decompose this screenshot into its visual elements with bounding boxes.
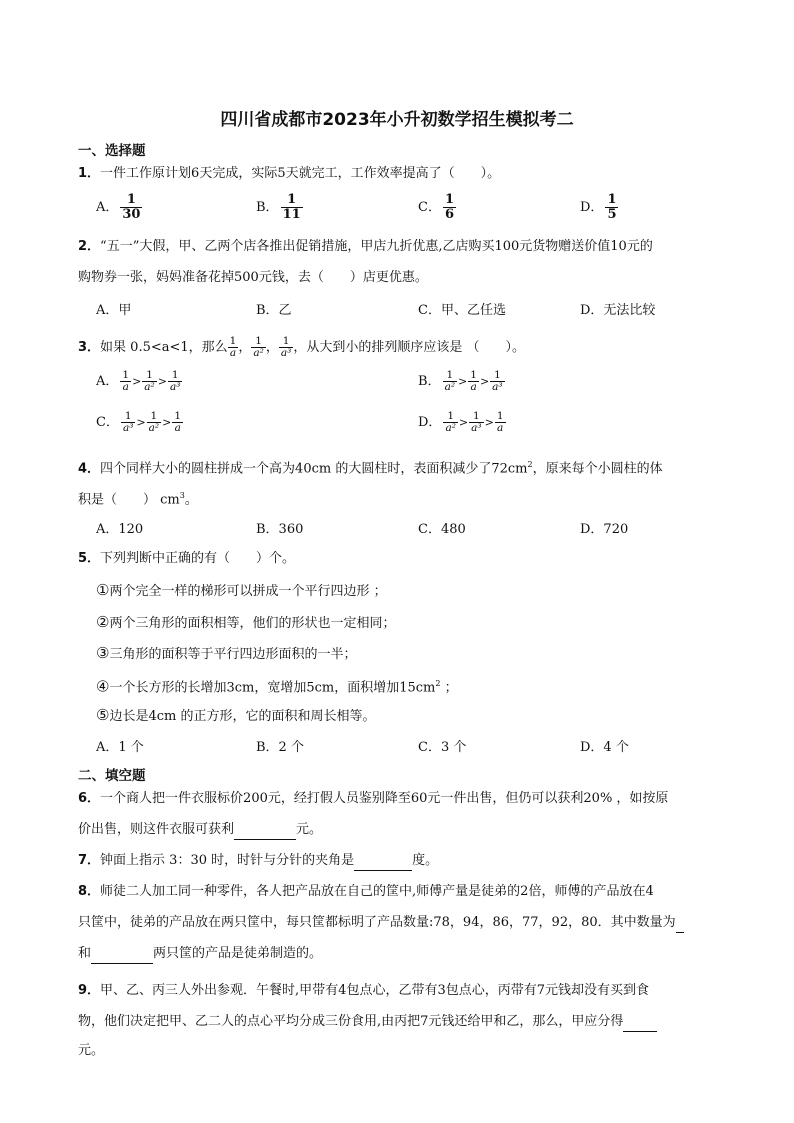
numerator: 1 (229, 335, 237, 347)
statement-marker: ⑤ (96, 706, 110, 724)
question-4: 4．四个同样大小的圆柱拼成一个高为40cm 的大圆柱时，表面积减少了$72cm^2$，原来每个小圆柱的体 (78, 460, 663, 477)
question-1 (78, 164, 750, 184)
question-number: 5． (78, 551, 101, 566)
question-number: 7． (78, 853, 101, 868)
question-text: 物，他们决定把甲、乙二人的点心平均分成三份食用,由丙把7元钱还给甲和乙，那么，甲应分得 (78, 1014, 624, 1029)
denominator: a³ (170, 381, 181, 394)
denominator: 30 (122, 206, 141, 222)
numerator: 1 (282, 335, 290, 347)
statement-marker: ④ (96, 677, 110, 696)
question-text-cont: 元。 (296, 822, 323, 837)
denominator: a² (253, 347, 264, 360)
q2-option-b[interactable]: B．乙 (256, 303, 292, 318)
fraction (120, 193, 142, 221)
numerator: 1 (255, 335, 262, 347)
statement-text: 两个三角形的面积相等，他们的形状也一定相同； (109, 616, 396, 631)
option-letter: B． (418, 374, 441, 390)
fraction (443, 193, 456, 221)
section-title-fill: 二、填空题 (78, 768, 146, 784)
denominator: 11 (282, 206, 301, 222)
numerator: 1 (444, 192, 454, 207)
question-8 (78, 882, 750, 902)
option-letter: B． (256, 199, 279, 215)
q1-option-d[interactable] (580, 193, 618, 221)
question-text: 和 (78, 946, 92, 961)
question-6 (78, 789, 750, 809)
q5-option-d[interactable]: D．4 个 (580, 740, 629, 755)
option-letter: D． (580, 199, 604, 215)
denominator: a³ (122, 422, 134, 435)
q3-option-a[interactable]: A． $\frac{1}{a}$ > $\frac{1}{\text{a²}}$ > $\frac{1}{\text{a³}}$ (96, 369, 181, 394)
denominator: a² (444, 381, 456, 394)
answer-blank[interactable] (623, 1017, 657, 1032)
numerator: 1 (287, 192, 297, 207)
fraction (172, 411, 183, 434)
question-9 (78, 981, 750, 1001)
denominator: a³ (471, 422, 482, 435)
q5-option-c[interactable]: C．3 个 (418, 740, 467, 755)
q3-option-b[interactable]: B． $\frac{1}{\text{a²}}$ > $\frac{1}{a}$ > $\frac{1}{\text{a³}}$ (418, 369, 503, 394)
q2-option-a[interactable]: A．甲 (96, 303, 132, 318)
question-number: 3． (78, 340, 101, 356)
question-9-line-2 (78, 1012, 750, 1032)
question-text-cont: 度。 (412, 853, 439, 868)
statement-text: 两个完全一样的梯形可以拼成一个平行四边形 ； (109, 584, 387, 599)
q5-option-a[interactable]: A．1 个 (96, 740, 144, 755)
question-text-cont: 。 (184, 492, 198, 508)
question-text: 一个商人把一件衣服标价200元，经打假人员鉴别降至60元一件出售，但仍可以获利20% ，如按原 (100, 791, 669, 806)
denominator: a (468, 381, 479, 393)
fraction (443, 370, 457, 393)
q4-option-b[interactable]: B．360 (256, 522, 304, 537)
denominator: a (120, 381, 131, 393)
fraction (120, 370, 131, 393)
q1-option-a[interactable] (96, 193, 142, 221)
numerator: 1 (174, 410, 182, 422)
statement-5 (96, 705, 768, 727)
statement-marker: ③ (96, 644, 110, 662)
section-title-choice: 一、选择题 (78, 143, 146, 159)
denominator: a³ (492, 381, 503, 394)
numerator: 1 (447, 410, 455, 422)
question-number: 8． (78, 884, 101, 899)
denominator: 5 (607, 206, 617, 222)
option-letter: A． (96, 199, 119, 215)
q1-option-c[interactable] (418, 193, 456, 221)
fraction (279, 336, 293, 359)
fraction (605, 193, 618, 221)
option-letter: C． (96, 415, 119, 431)
question-text: 甲、乙、丙三人外出参观．午餐时,甲带有4包点心，乙带有3包点心，丙带有7元钱却没有买到食 (100, 983, 649, 998)
q4-option-a[interactable]: A．120 (96, 522, 144, 537)
question-3: 3．如果 0.5<a<1，那么 $\frac{1}{a}$ ， $\frac{1}{\text{a²}}$ ， $\frac{1}{\text{a³}}$ ，从大到小的排列顺序应该是 （ ）。 (78, 335, 525, 360)
fraction (121, 411, 135, 434)
denominator: a (495, 422, 506, 434)
q4-option-c[interactable]: C．480 (418, 522, 466, 537)
q4-option-d[interactable]: D．720 (580, 522, 629, 537)
fraction (168, 370, 182, 393)
question-8-line-2 (78, 913, 750, 933)
fraction (495, 411, 506, 434)
q2-option-d[interactable]: D．无法比较 (580, 303, 656, 318)
numerator: 1 (446, 369, 454, 381)
numerator: 1 (473, 410, 480, 422)
answer-blank[interactable] (234, 825, 296, 840)
question-2 (78, 237, 750, 257)
question-text-pre: 如果 0.5<a<1，那么 (100, 340, 228, 356)
statement-text-tail: ； (440, 680, 458, 696)
statement-text: 三角形的面积等于平行四边形面积的一半； (109, 647, 357, 662)
question-2-line-2: 购物券一张，妈妈准备花掉500元钱，去（ ）店更优惠。 (78, 270, 428, 285)
numerator: 1 (494, 369, 501, 381)
option-letter: D． (418, 415, 442, 431)
question-text: 价出售，则这件衣服可获利 (78, 822, 235, 837)
question-8-line-3 (78, 944, 750, 964)
q2-option-c[interactable]: C．甲、乙任选 (418, 303, 506, 318)
numerator: 1 (146, 369, 153, 381)
question-number: 4． (78, 461, 101, 477)
fraction (443, 411, 457, 434)
answer-blank[interactable] (354, 856, 412, 871)
question-text-post: ，从大到小的排列顺序应该是 （ ）。 (293, 340, 525, 356)
question-text: 四个同样大小的圆柱拼成一个高为40cm 的大圆柱时，表面积减少了72cm (100, 461, 528, 477)
question-number: 1． (78, 166, 101, 181)
denominator: a (228, 347, 239, 359)
fraction (469, 411, 483, 434)
denominator: 6 (444, 206, 454, 222)
denominator: a (172, 422, 183, 434)
statement-3 (96, 643, 768, 665)
fraction (147, 411, 161, 434)
statement-1 (96, 580, 768, 602)
numerator: 1 (126, 192, 136, 207)
answer-blank[interactable] (91, 949, 153, 964)
statement-marker: ① (96, 581, 110, 599)
fraction (142, 370, 156, 393)
page-title: 四川省成都市2023年小升初数学招生模拟考二 (220, 110, 574, 130)
question-text-cont: ，原来每个小圆柱的体 (532, 461, 663, 477)
fraction (251, 336, 265, 359)
option-letter: C． (418, 199, 441, 215)
question-5 (78, 549, 750, 569)
answer-blank[interactable] (676, 918, 684, 933)
fraction (468, 370, 479, 393)
question-number: 2． (78, 239, 101, 254)
question-text-cont: 两只筐的产品是徒弟制造的。 (153, 946, 323, 961)
question-text: 钟面上指示 3：30 时，时针与分针的夹角是 (100, 853, 355, 868)
q5-option-b[interactable]: B．2 个 (256, 740, 304, 755)
question-number: 6． (78, 791, 101, 806)
q1-option-b[interactable] (256, 193, 303, 221)
statement-4: ④一个长方形的长增加3cm，宽增加5cm，面积增加$15cm^2$ ； (96, 677, 458, 696)
denominator: a² (144, 381, 155, 394)
numerator: 1 (150, 410, 158, 422)
question-number: 9． (78, 983, 101, 998)
q3-option-c[interactable]: C． $\frac{1}{\text{a³}}$ > $\frac{1}{\text{a²}}$ > $\frac{1}{a}$ (96, 410, 182, 435)
statement-marker: ② (96, 613, 110, 631)
statement-text: 边长是4cm 的正方形，它的面积和周长相等。 (109, 709, 376, 724)
numerator: 1 (171, 369, 179, 381)
numerator: 1 (470, 369, 477, 381)
fraction (281, 193, 303, 221)
question-6-line-2 (78, 820, 750, 840)
question-text: 积是（ ） cm (78, 492, 180, 508)
question-text: 一件工作原计划6天完成，实际5天就完工，工作效率提高了（ ）。 (100, 166, 501, 181)
statement-2 (96, 612, 768, 634)
question-text: 下列判断中正确的有（ ）个。 (100, 551, 296, 566)
numerator: 1 (124, 410, 132, 422)
numerator: 1 (122, 369, 130, 381)
denominator: a² (148, 422, 160, 435)
option-letter: A． (96, 374, 119, 390)
question-9-line-3: 元。 (78, 1043, 105, 1058)
denominator: a³ (280, 347, 292, 360)
numerator: 1 (496, 410, 504, 422)
question-text: “五一”大假，甲、乙两个店各推出促销措施，甲店九折优惠,乙店购买100元货物赠送价值10元的 (100, 239, 653, 254)
denominator: a² (445, 422, 456, 435)
statement-text: 一个长方形的长增加3cm，宽增加5cm，面积增加15cm (109, 680, 436, 696)
question-4-line-2: 积是（ ） $cm^3$。 (78, 491, 198, 508)
numerator: 1 (607, 192, 617, 207)
question-text: 只筐中，徒弟的产品放在两只筐中，每只筐都标明了产品数量:78，94，86，77，92，80．其中数量为 (78, 915, 676, 930)
q3-option-d[interactable]: D． $\frac{1}{\text{a²}}$ > $\frac{1}{\text{a³}}$ > $\frac{1}{a}$ (418, 410, 504, 435)
fraction (490, 370, 504, 393)
question-7 (78, 851, 750, 871)
fraction (228, 336, 239, 359)
question-text: 师徒二人加工同一种零件，各人把产品放在自己的筐中,师傅产量是徒弟的2倍，师傅的产品放在4 (100, 884, 654, 899)
